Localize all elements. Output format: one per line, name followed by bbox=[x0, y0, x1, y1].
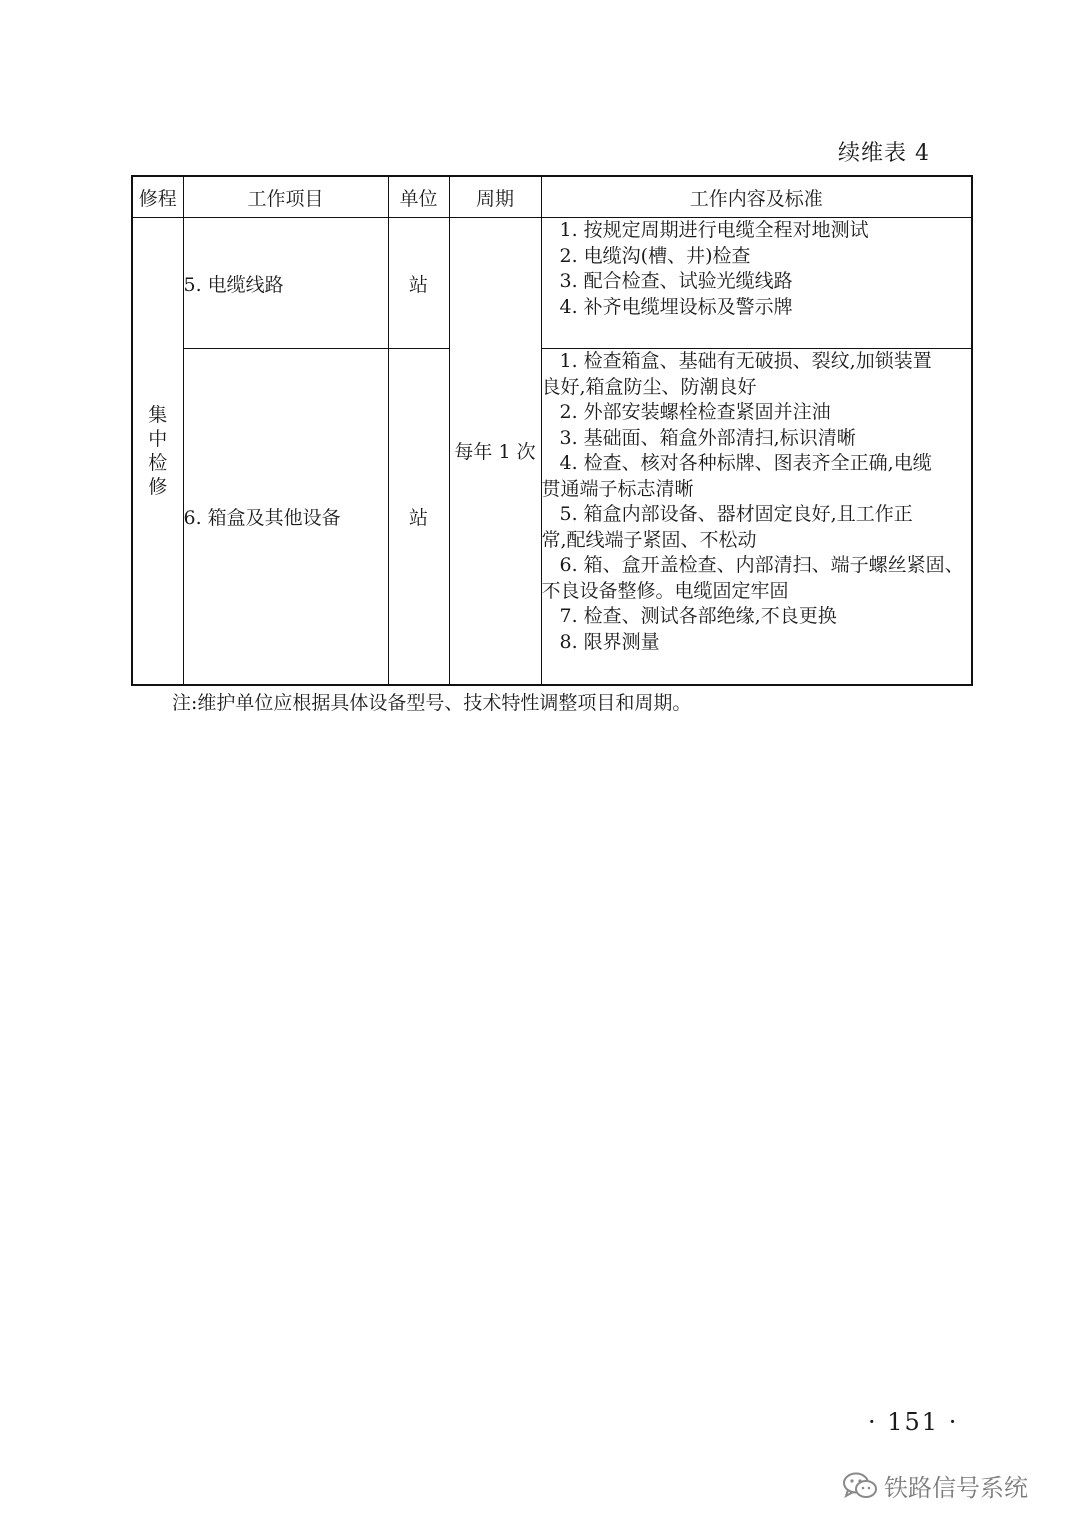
table-header-row bbox=[132, 176, 972, 218]
header-repair-type: 修程 bbox=[132, 176, 183, 218]
table-row bbox=[132, 218, 972, 349]
page-number: · 151 · bbox=[868, 1408, 959, 1436]
header-unit: 单位 bbox=[388, 176, 449, 218]
content-cable bbox=[541, 218, 972, 349]
header-period: 周期 bbox=[449, 176, 541, 218]
content-line: 良好,箱盒防尘、防潮良好 bbox=[541, 375, 757, 398]
header-content: 工作内容及标准 bbox=[541, 176, 972, 218]
table-caption: 续维表 4 bbox=[838, 141, 930, 166]
unit-box: 站 bbox=[388, 349, 449, 685]
content-line: 1. 按规定周期进行电缆全程对地测试 bbox=[559, 219, 869, 241]
content-line: 2. 外部安装螺栓检查紧固并注油 bbox=[559, 401, 831, 423]
watermark bbox=[842, 1468, 1028, 1503]
content-line: 常,配线端子紧固、不松动 bbox=[541, 528, 757, 551]
period-cell: 每年 1 次 bbox=[449, 218, 541, 685]
watermark-text: 铁路信号系统 bbox=[884, 1474, 1028, 1502]
table-note: 注:维护单位应根据具体设备型号、技术特性调整项目和周期。 bbox=[172, 692, 692, 714]
content-line: 4. 补齐电缆埋设标及警示牌 bbox=[559, 295, 793, 318]
content-box bbox=[541, 349, 972, 685]
table-row bbox=[132, 349, 972, 685]
content-line: 8. 限界测量 bbox=[559, 630, 660, 653]
content-line: 3. 配合检查、试验光缆线路 bbox=[559, 270, 793, 292]
content-line: 不良设备整修。电缆固定牢固 bbox=[541, 579, 789, 602]
content-line: 1. 检查箱盒、基础有无破损、裂纹,加锁装置 bbox=[559, 350, 932, 372]
unit-cable: 站 bbox=[388, 218, 449, 349]
content-line: 2. 电缆沟(槽、井)检查 bbox=[559, 244, 751, 267]
content-line: 贯通端子标志清晰 bbox=[541, 477, 694, 500]
maintenance-table bbox=[131, 175, 973, 686]
repair-type-cell bbox=[132, 218, 183, 685]
content-line: 3. 基础面、箱盒外部清扫,标识清晰 bbox=[559, 426, 856, 449]
wechat-icon bbox=[842, 1471, 878, 1501]
header-work-item: 工作项目 bbox=[183, 176, 388, 218]
content-line: 7. 检查、测试各部绝缘,不良更换 bbox=[559, 605, 837, 627]
content-line: 4. 检查、核对各种标牌、图表齐全正确,电缆 bbox=[559, 452, 932, 474]
repair-type-text: 集中检修 bbox=[148, 403, 168, 498]
content-line: 5. 箱盒内部设备、器材固定良好,且工作正 bbox=[559, 503, 913, 525]
content-line: 6. 箱、盒开盖检查、内部清扫、端子螺丝紧固、 bbox=[559, 554, 964, 576]
work-item-cable: 5. 电缆线路 bbox=[183, 218, 388, 349]
work-item-box: 6. 箱盒及其他设备 bbox=[183, 349, 388, 685]
